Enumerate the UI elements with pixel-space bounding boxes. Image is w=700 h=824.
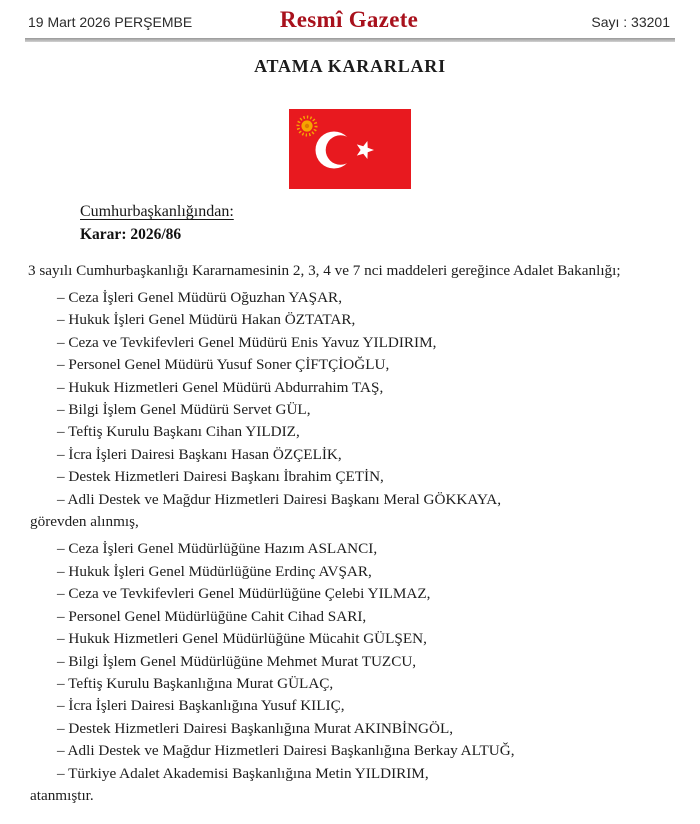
appointed-closing: atanmıştır. [30,786,94,804]
list-item: – Adli Destek ve Mağdur Hizmetleri Dairesi Başkanlığına Berkay ALTUĞ, [57,742,515,760]
flag-container [0,109,700,189]
list-item: – Bilgi İşlem Genel Müdürlüğüne Mehmet Murat TUZCU, [57,652,417,670]
list-item: – Türkiye Adalet Akademisi Başkanlığına Metin YILDIRIM, [57,764,429,782]
list-item: – Bilgi İşlem Genel Müdürü Servet GÜL, [57,401,311,419]
dismissed-closing: görevden alınmış, [30,513,139,531]
dismissed-list [0,287,700,511]
list-item: – Ceza İşleri Genel Müdürü Oğuzhan YAŞAR, [57,289,342,306]
gazette-date: 19 Mart 2026 PERŞEMBE [28,14,193,30]
list-item: – Hukuk Hizmetleri Genel Müdürlüğüne Mücahit GÜLŞEN, [57,630,427,648]
gazette-title: Resmî Gazete [279,7,419,32]
list-item: – Personel Genel Müdürlüğüne Cahit Cihad SARI, [57,607,367,625]
turkish-presidential-flag-icon [289,109,411,189]
masthead [0,0,700,33]
issuing-authority: Cumhurbaşkanlığından: [80,203,234,220]
list-item: – Personel Genel Müdürü Yusuf Soner ÇİFTÇİOĞLU, [57,356,390,374]
intro-paragraph: 3 sayılı Cumhurbaşkanlığı Kararnamesinin 2, 3, 4 ve 7 nci maddeleri gereğince Adalet Bakanlığı; [28,262,621,279]
list-item: – Adli Destek ve Mağdur Hizmetleri Dairesi Başkanı Meral GÖKKAYA, [57,490,502,508]
list-item: – Ceza İşleri Genel Müdürlüğüne Hazım ASLANCI, [57,540,378,558]
list-item: – Destek Hizmetleri Dairesi Başkanı İbrahim ÇETİN, [57,468,384,486]
list-item: – Hukuk Hizmetleri Genel Müdürü Abdurrahim TAŞ, [57,378,384,396]
decision-number: Karar: 2026/86 [80,226,182,243]
list-item: – Hukuk İşleri Genel Müdürü Hakan ÖZTATAR, [57,311,356,329]
list-item: – Ceza ve Tevkifevleri Genel Müdürlüğüne Çelebi YILMAZ, [57,585,431,603]
list-item: – Teftiş Kurulu Başkanı Cihan YILDIZ, [57,423,300,441]
list-item: – Destek Hizmetleri Dairesi Başkanlığına Murat AKINBİNGÖL, [57,719,454,737]
list-item: – Hukuk İşleri Genel Müdürlüğüne Erdinç AVŞAR, [57,562,372,580]
appointed-list [0,538,700,784]
masthead-divider [25,38,675,42]
list-item: – Teftiş Kurulu Başkanlığına Murat GÜLAÇ, [57,674,334,692]
list-item: – İcra İşleri Dairesi Başkanlığına Yusuf KILIÇ, [57,697,345,715]
gazette-issue-number: Sayı : 33201 [591,14,670,30]
page-title: ATAMA KARARLARI [254,56,446,76]
list-item: – İcra İşleri Dairesi Başkanı Hasan ÖZÇELİK, [57,445,342,463]
list-item: – Ceza ve Tevkifevleri Genel Müdürü Enis Yavuz YILDIRIM, [57,333,437,351]
